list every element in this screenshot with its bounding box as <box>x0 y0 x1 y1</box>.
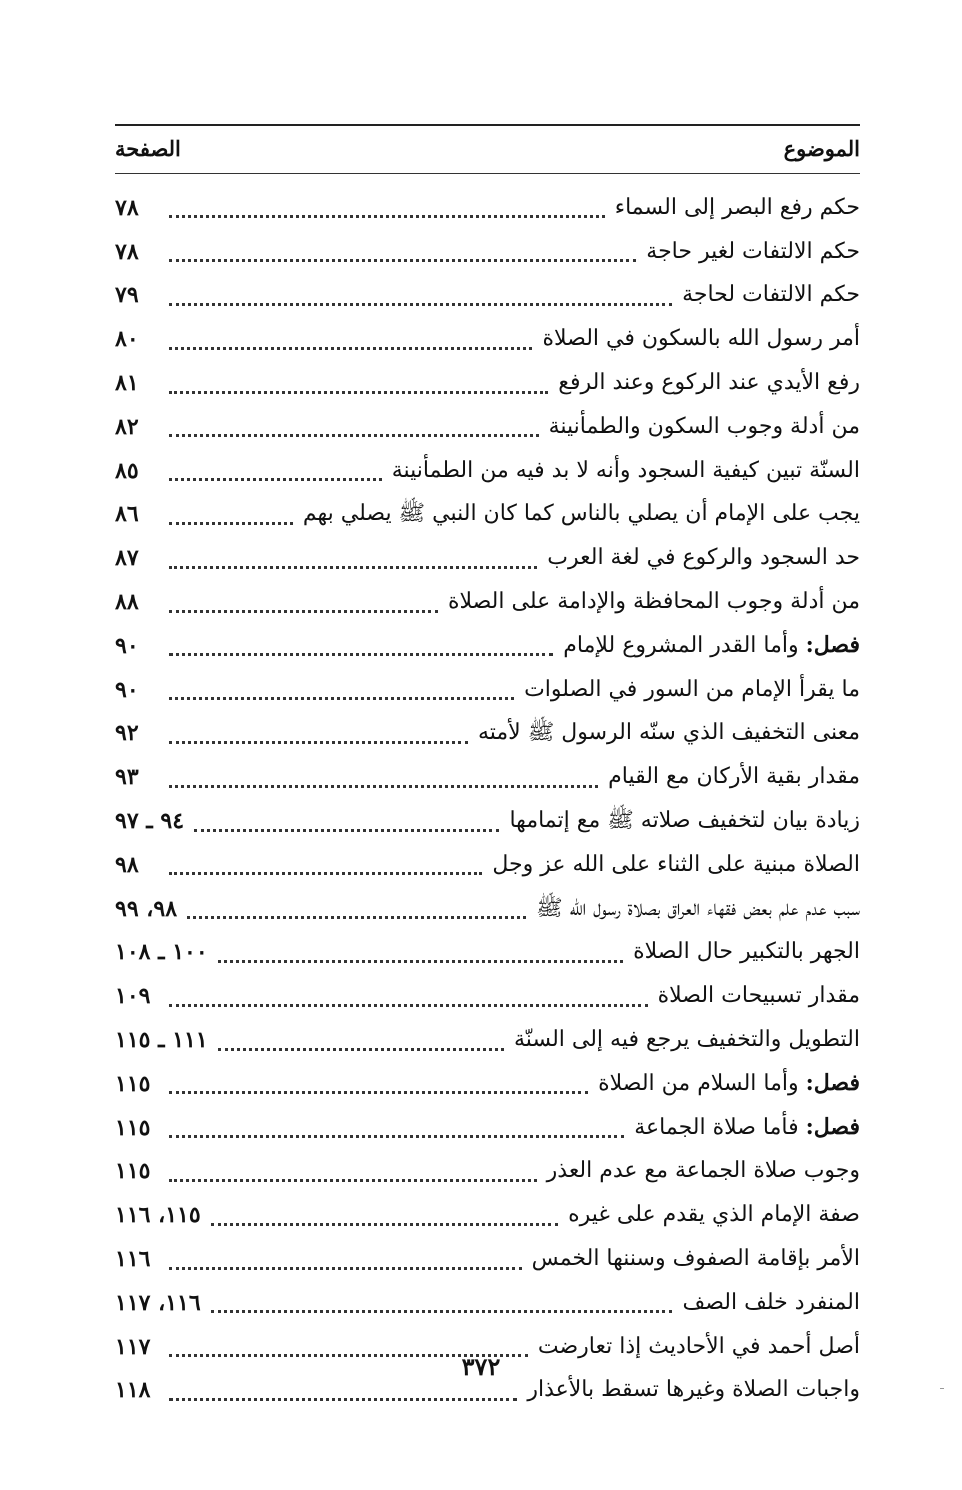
toc-entry-text: السنّة تبين كيفية السجود وأنه لا بد فيه من الطمأنينة <box>391 457 860 483</box>
dot-leader <box>169 1079 588 1094</box>
toc-entry-text: وجوب صلاة الجماعة مع عدم العذر <box>546 1158 860 1184</box>
toc-entry-title <box>532 1248 860 1270</box>
toc-entry-text: يجب على الإمام أن يصلي بالناس كما كان النبي ﷺ يصلي بهم <box>302 501 860 527</box>
dot-leader <box>169 335 532 350</box>
toc-entry <box>115 1281 860 1325</box>
dot-leader <box>169 685 514 700</box>
toc-entry <box>115 274 860 318</box>
dot-leader <box>187 904 526 919</box>
top-rule <box>115 124 860 126</box>
dot-leader <box>169 510 293 525</box>
dot-leader <box>169 860 482 875</box>
toc-entry-text: الجهر بالتكبير حال الصلاة <box>633 939 860 965</box>
dot-leader <box>169 379 548 394</box>
toc-entry <box>115 974 860 1018</box>
dot-leader <box>218 948 623 963</box>
toc-entry-title <box>509 810 860 832</box>
toc-entry <box>115 712 860 756</box>
toc-entry-page: ١١٧ <box>115 1333 151 1360</box>
toc-entry-text: أمر رسول الله بالسكون في الصلاة <box>542 326 860 352</box>
toc-entry <box>115 580 860 624</box>
toc-entry-text: حكم الالتفات لغير حاجة <box>646 238 860 264</box>
toc-entry-text: أصل أحمد في الأحاديث إذا تعارضت <box>537 1333 860 1359</box>
toc-entry-text: من أدلة وجوب المحافظة والإدامة على الصلاة <box>447 589 860 615</box>
toc-header <box>115 128 860 168</box>
dot-leader <box>218 1036 504 1051</box>
dot-leader <box>169 1167 537 1182</box>
toc-entry <box>115 1193 860 1237</box>
dot-leader <box>211 1298 673 1313</box>
toc-entry <box>115 624 860 668</box>
dot-leader <box>169 992 648 1007</box>
toc-entry <box>115 843 860 887</box>
toc-entry-title <box>547 1160 860 1182</box>
toc-entry-page: ١١٦ <box>115 1246 151 1273</box>
toc-entry-title <box>448 591 860 613</box>
toc-entry-page: ٩٠ <box>115 676 139 703</box>
toc-entry-text: زيادة بيان لتخفيف صلاته ﷺ مع إتمامها <box>509 808 860 834</box>
toc-entry-title <box>558 372 860 394</box>
toc-entry-page: ١١٥ <box>115 1158 151 1185</box>
toc-entry-text: واجبات الصلاة وغيرها تسقط بالأعذار <box>527 1377 860 1403</box>
toc-entry <box>115 186 860 230</box>
toc-entry-text: سبب عدم علم بعض فقهاء العراق بصلاة رسول الله ﷺ <box>536 895 860 921</box>
toc-entry-text: وأما السلام من الصلاة <box>598 1071 799 1097</box>
toc-entry-page: ٧٩ <box>115 282 139 309</box>
dot-leader <box>169 1255 522 1270</box>
toc-entry <box>115 668 860 712</box>
dot-leader <box>169 247 636 262</box>
toc-entry-title <box>646 238 860 264</box>
toc-entry-text: حكم الالتفات لحاجة <box>682 282 860 308</box>
toc-entry-page: ٧٨ <box>115 194 139 221</box>
toc-entry-text: فأما صلاة الجماعة <box>634 1115 799 1141</box>
toc-entry <box>115 536 860 580</box>
table-of-contents <box>115 186 860 1412</box>
toc-entry <box>115 931 860 975</box>
dot-leader <box>194 817 499 832</box>
toc-entry-title <box>542 328 860 350</box>
dot-leader <box>169 291 672 306</box>
toc-entry-page: ١١٥ <box>115 1070 151 1097</box>
toc-entry-title <box>548 413 860 439</box>
header-rule <box>115 173 860 174</box>
toc-entry-title <box>492 851 860 877</box>
toc-entry-page: ٩٣ <box>115 764 139 791</box>
toc-entry-page: ١١٥، ١١٦ <box>115 1202 201 1229</box>
toc-entry-page: ٩٢ <box>115 720 139 747</box>
toc-entry-text: وأما القدر المشروع للإمام <box>563 633 799 659</box>
section-label: فصل: <box>805 1070 860 1097</box>
toc-entry-title <box>633 941 860 963</box>
dot-leader <box>169 1386 517 1401</box>
toc-entry-page: ٨٨ <box>115 589 139 616</box>
toc-entry-text: التطويل والتخفيف يرجع فيه إلى السنّة <box>514 1027 860 1053</box>
toc-entry-text: المنفرد خلف الصف <box>682 1289 860 1315</box>
section-label: فصل: <box>805 632 860 659</box>
toc-entry <box>115 1062 860 1106</box>
toc-entry-title <box>524 676 860 702</box>
toc-entry-text: الأمر بإقامة الصفوف وسننها الخمس <box>531 1246 860 1272</box>
toc-entry-page: ٩٨ <box>115 851 139 878</box>
toc-entry-title <box>682 284 860 306</box>
toc-entry <box>115 1237 860 1281</box>
toc-entry-page: ٨١ <box>115 370 139 397</box>
toc-entry-text: رفع الأيدي عند الركوع وعند الرفع <box>558 370 860 396</box>
dot-leader <box>169 598 438 613</box>
toc-entry-title <box>303 503 860 525</box>
dot-leader <box>169 773 598 788</box>
toc-entry-text: الصلاة مبنية على الثناء على الله عز وجل <box>492 851 860 877</box>
toc-entry-title <box>391 457 860 483</box>
scan-speck <box>940 1388 944 1389</box>
toc-entry-page: ١٠٠ ـ ١٠٨ <box>115 939 208 966</box>
toc-entry <box>115 317 860 361</box>
dot-leader <box>169 554 537 569</box>
toc-entry <box>115 887 860 931</box>
toc-entry <box>115 493 860 537</box>
toc-entry-text: معنى التخفيف الذي سنّه الرسول ﷺ لأمته <box>477 720 860 746</box>
dot-leader <box>169 641 553 656</box>
toc-entry-title <box>536 895 860 921</box>
toc-entry-page: ١٠٩ <box>115 983 151 1010</box>
toc-entry-text: ما يقرأ الإمام من السور في الصلوات <box>524 676 860 702</box>
toc-entry-title <box>608 766 860 788</box>
toc-entry-title <box>563 634 860 657</box>
topic-column-heading: الموضوع <box>783 135 860 161</box>
toc-entry <box>115 755 860 799</box>
toc-entry-page: ٩٨، ٩٩ <box>115 895 178 922</box>
toc-entry-text: حكم رفع البصر إلى السماء <box>614 194 860 220</box>
toc-entry-page: ١١٦، ١١٧ <box>115 1289 201 1316</box>
toc-entry-text: حد السجود والركوع في لغة العرب <box>547 545 860 571</box>
dot-leader <box>211 1211 558 1226</box>
toc-entry-page: ١١١ ـ ١١٥ <box>115 1027 208 1054</box>
toc-entry-title <box>527 1379 860 1401</box>
dot-leader <box>169 203 605 218</box>
toc-entry-page: ١١٨ <box>115 1377 151 1404</box>
page-number: ٣٧٢ <box>461 1352 501 1381</box>
page-column-heading: الصفحة <box>115 135 181 161</box>
toc-entry-page: ٧٨ <box>115 238 139 265</box>
toc-entry-page: ٨٢ <box>115 413 139 440</box>
toc-entry-title <box>598 1072 860 1095</box>
toc-entry-page: ٨٦ <box>115 501 139 528</box>
toc-entry-title <box>568 1204 860 1226</box>
toc-entry-page: ٩٤ ـ ٩٧ <box>115 808 185 835</box>
toc-entry <box>115 1150 860 1194</box>
toc-entry-page: ٨٠ <box>115 326 139 353</box>
toc-entry-text: من أدلة وجوب السكون والطمأنينة <box>548 413 860 439</box>
toc-entry <box>115 1018 860 1062</box>
toc-entry-page: ٨٥ <box>115 457 139 484</box>
toc-entry-title <box>658 985 860 1007</box>
dot-leader <box>169 422 539 437</box>
dot-leader <box>169 1123 624 1138</box>
toc-entry-title <box>514 1029 860 1051</box>
toc-entry-page: ٨٧ <box>115 545 139 572</box>
dot-leader <box>169 729 468 744</box>
toc-entry <box>115 361 860 405</box>
toc-entry <box>115 405 860 449</box>
toc-entry <box>115 1106 860 1150</box>
toc-entry-text: مقدار بقية الأركان مع القيام <box>608 764 860 790</box>
toc-entry-text: صفة الإمام الذي يقدم على غيره <box>568 1202 860 1228</box>
toc-entry-title <box>634 1116 860 1139</box>
toc-entry-page: ١١٥ <box>115 1114 151 1141</box>
toc-entry <box>115 799 860 843</box>
toc-entry-title <box>478 722 860 744</box>
toc-entry-title <box>547 547 860 569</box>
toc-entry-title <box>682 1289 860 1315</box>
toc-entry-title <box>614 194 860 220</box>
toc-entry-page: ٩٠ <box>115 632 139 659</box>
dot-leader <box>169 466 382 481</box>
section-label: فصل: <box>805 1114 860 1141</box>
toc-entry-text: مقدار تسبيحات الصلاة <box>657 983 860 1009</box>
toc-entry <box>115 230 860 274</box>
toc-entry <box>115 449 860 493</box>
